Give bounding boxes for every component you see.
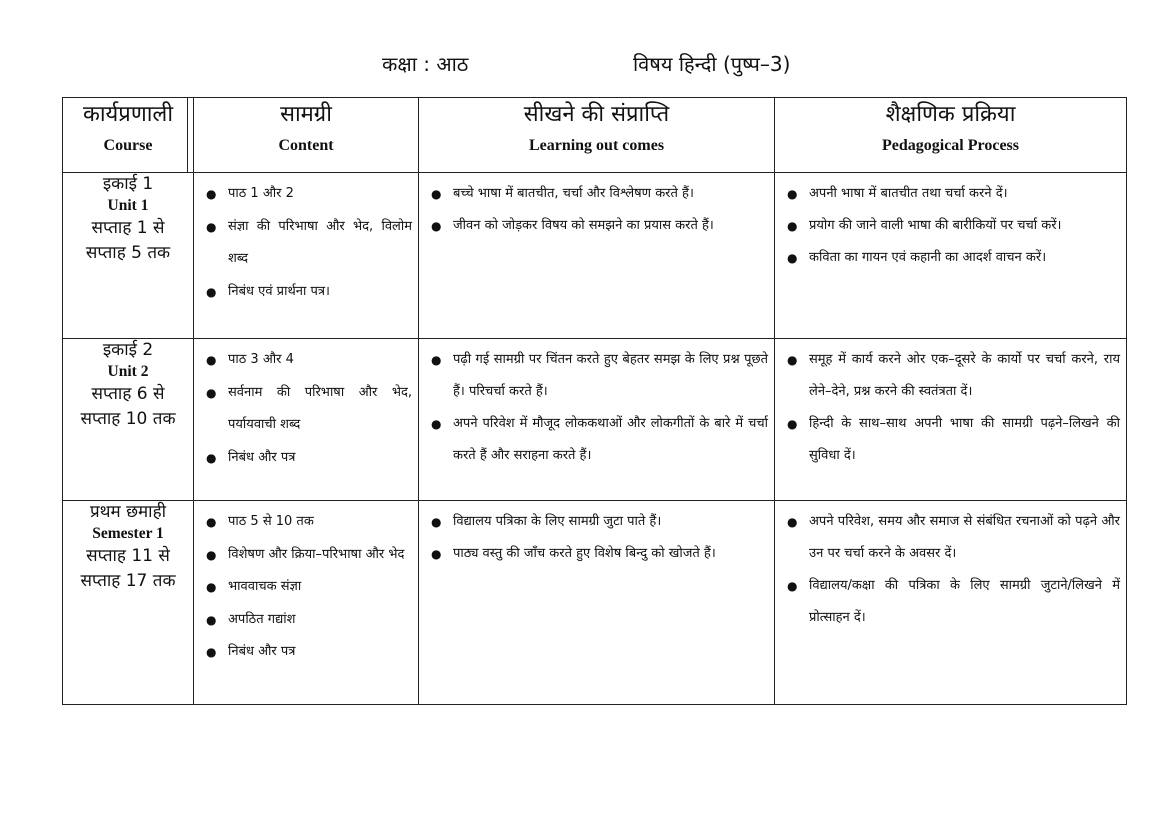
- list-item-text: विशेषण और क्रिया–परिभाषा और भेद: [228, 546, 405, 562]
- list-item: [200, 178, 412, 211]
- outcomes-cell: [419, 173, 775, 339]
- column-header-hindi: शैक्षणिक प्रक्रिया: [885, 102, 1016, 127]
- bullet-icon: ●: [206, 580, 217, 594]
- column-header-content: [194, 98, 419, 173]
- content-cell: [194, 501, 419, 705]
- bullet-icon: ●: [787, 219, 798, 233]
- list-item-text: पाठ 3 और 4: [228, 352, 294, 367]
- bullet-icon: ●: [431, 187, 442, 201]
- table-row: [63, 173, 1127, 339]
- column-header-hindi: सीखने की संप्राप्ति: [523, 102, 670, 127]
- process-cell: [775, 339, 1127, 501]
- list-item-text: विद्यालय/कक्षा की पत्रिका के लिए सामग्री जुटाने/लिखने में प्रोत्साहन दें।: [809, 578, 1120, 625]
- process-cell: [775, 501, 1127, 705]
- list-item: [200, 506, 412, 539]
- column-header-english: Course: [103, 137, 153, 154]
- list-item: [425, 538, 768, 570]
- list-item-text: पाठ 5 से 10 तक: [228, 514, 314, 529]
- list-item-text: निबंध और पत्र: [228, 449, 296, 465]
- list-item: [200, 442, 412, 475]
- bullet-icon: ●: [787, 353, 798, 367]
- subject-label: विषय हिन्दी (पुष्प–3): [633, 52, 791, 76]
- list-item: [200, 211, 412, 276]
- column-header-course: [63, 98, 194, 173]
- list-item-text: जीवन को जोड़कर विषय को समझने का प्रयास करते हैं।: [453, 218, 714, 233]
- bullet-icon: ●: [787, 579, 798, 593]
- list-item: [200, 604, 412, 637]
- list-item: [781, 570, 1120, 634]
- bullet-icon: ●: [431, 515, 442, 529]
- bullet-icon: ●: [206, 219, 217, 234]
- list-item-text: अपठित गद्यांश: [228, 611, 296, 627]
- column-header-hindi: सामग्री: [280, 102, 332, 127]
- column-header-outcomes: [419, 98, 775, 173]
- bullet-icon: ●: [431, 353, 442, 367]
- week-range-end: सप्ताह 17 तक: [80, 571, 176, 591]
- list-item-text: पाठ 1 और 2: [228, 186, 294, 201]
- list-item-text: समूह में कार्य करने ओर एक–दूसरे के कार्यो पर चर्चा करने, राय लेने–देने, प्रश्न करने की स्वतंत्रता दें।: [809, 352, 1120, 399]
- list-item-text: पढ़ी गई सामग्री पर चिंतन करते हुए बेहतर समझ के लिए प्रश्न पूछते हैं। परिचर्चा करते हैं।: [453, 352, 768, 399]
- column-header-english: Pedagogical Process: [881, 137, 1019, 154]
- bullet-icon: ●: [787, 187, 798, 201]
- list-item-text: निबंध और पत्र: [228, 644, 296, 659]
- list-item: [425, 344, 768, 408]
- list-item-text: संज्ञा की परिभाषा और भेद, विलोम शब्द: [228, 218, 412, 266]
- bullet-icon: ●: [431, 417, 442, 431]
- page-title: [0, 50, 1169, 84]
- list-item: [425, 408, 768, 472]
- list-item: [200, 571, 412, 604]
- bullet-icon: ●: [206, 612, 217, 627]
- bullet-icon: ●: [431, 219, 442, 233]
- content-cell: [194, 173, 419, 339]
- list-item: [781, 408, 1120, 472]
- list-item: [781, 344, 1120, 408]
- bullet-icon: ●: [787, 251, 798, 265]
- bullet-icon: ●: [206, 645, 217, 659]
- list-item-text: पाठ्य वस्तु की जाँच करते हुए विशेष बिन्दु को खोजते हैं।: [453, 546, 716, 561]
- process-cell: [775, 173, 1127, 339]
- bullet-icon: ●: [206, 547, 217, 562]
- list-item-text: भाववाचक संज्ञा: [228, 579, 302, 594]
- table-row: [63, 501, 1127, 705]
- unit-cell: [63, 501, 194, 705]
- list-item-text: अपने परिवेश, समय और समाज से संबंधित रचनाओं को पढ़ने और उन पर चर्चा करने के अवसर दें।: [809, 514, 1120, 561]
- outcomes-cell: [419, 501, 775, 705]
- list-item-text: हिन्दी के साथ–साथ अपनी भाषा की सामग्री पढ़ने–लिखने की सुविधा दें।: [809, 416, 1120, 463]
- unit-english: Unit 1: [107, 197, 149, 214]
- column-header-hindi: कार्यप्रणाली: [82, 102, 174, 127]
- list-item-text: प्रयोग की जाने वाली भाषा की बारीकियों पर चर्चा करें।: [809, 218, 1062, 233]
- list-item: [425, 210, 768, 242]
- list-item: [200, 377, 412, 442]
- list-item: [425, 506, 768, 538]
- bullet-icon: ●: [206, 450, 217, 465]
- week-range-start: सप्ताह 11 से: [86, 546, 170, 566]
- unit-cell: [63, 173, 194, 339]
- column-header-english: Content: [278, 137, 334, 154]
- week-range-start: सप्ताह 1 से: [91, 218, 165, 238]
- list-item-text: निबंध एवं प्रार्थना पत्र।: [228, 283, 330, 299]
- table-header-row: [63, 98, 1127, 173]
- unit-hindi: इकाई 1: [102, 174, 154, 194]
- table-row: [63, 339, 1127, 501]
- week-range-start: सप्ताह 6 से: [91, 384, 165, 404]
- list-item: [781, 178, 1120, 210]
- bullet-icon: ●: [787, 515, 798, 529]
- list-item-text: विद्यालय पत्रिका के लिए सामग्री जुटा पाते हैं।: [453, 514, 662, 529]
- column-header-english: Learning out comes: [528, 137, 665, 154]
- list-item: [781, 506, 1120, 570]
- column-header-process: [775, 98, 1127, 173]
- syllabus-table: [62, 97, 1127, 705]
- list-item: [781, 210, 1120, 242]
- bullet-icon: ●: [431, 547, 442, 561]
- content-cell: [194, 339, 419, 501]
- unit-hindi: प्रथम छमाही: [89, 502, 167, 522]
- bullet-icon: ●: [787, 417, 798, 431]
- list-item-text: अपने परिवेश में मौजूद लोककथाओं और लोकगीतों के बारे में चर्चा करते हैं और सराहना करते हैं।: [453, 416, 768, 463]
- bullet-icon: ●: [206, 353, 217, 367]
- list-item: [200, 276, 412, 309]
- unit-hindi: इकाई 2: [102, 340, 154, 360]
- list-item-text: अपनी भाषा में बातचीत तथा चर्चा करने दें।: [809, 186, 1008, 201]
- week-range-end: सप्ताह 5 तक: [85, 243, 171, 263]
- unit-english: Semester 1: [92, 525, 164, 542]
- list-item: [781, 242, 1120, 274]
- list-item-text: कविता का गायन एवं कहानी का आदर्श वाचन करें।: [809, 250, 1047, 265]
- bullet-icon: ●: [206, 385, 217, 400]
- list-item-text: सर्वनाम की परिभाषा और भेद, पर्यायवाची शब्द: [228, 384, 412, 432]
- bullet-icon: ●: [206, 187, 217, 201]
- list-item: [200, 636, 412, 669]
- list-item: [425, 178, 768, 210]
- list-item: [200, 344, 412, 377]
- list-item-text: बच्चे भाषा में बातचीत, चर्चा और विश्लेषण करते हैं।: [453, 186, 694, 201]
- unit-cell: [63, 339, 194, 501]
- unit-english: Unit 2: [107, 363, 149, 380]
- column-divider: [187, 98, 188, 172]
- week-range-end: सप्ताह 10 तक: [80, 409, 176, 429]
- outcomes-cell: [419, 339, 775, 501]
- bullet-icon: ●: [206, 515, 217, 529]
- bullet-icon: ●: [206, 284, 217, 299]
- class-label: कक्षा : आठ: [382, 52, 469, 76]
- list-item: [200, 539, 412, 572]
